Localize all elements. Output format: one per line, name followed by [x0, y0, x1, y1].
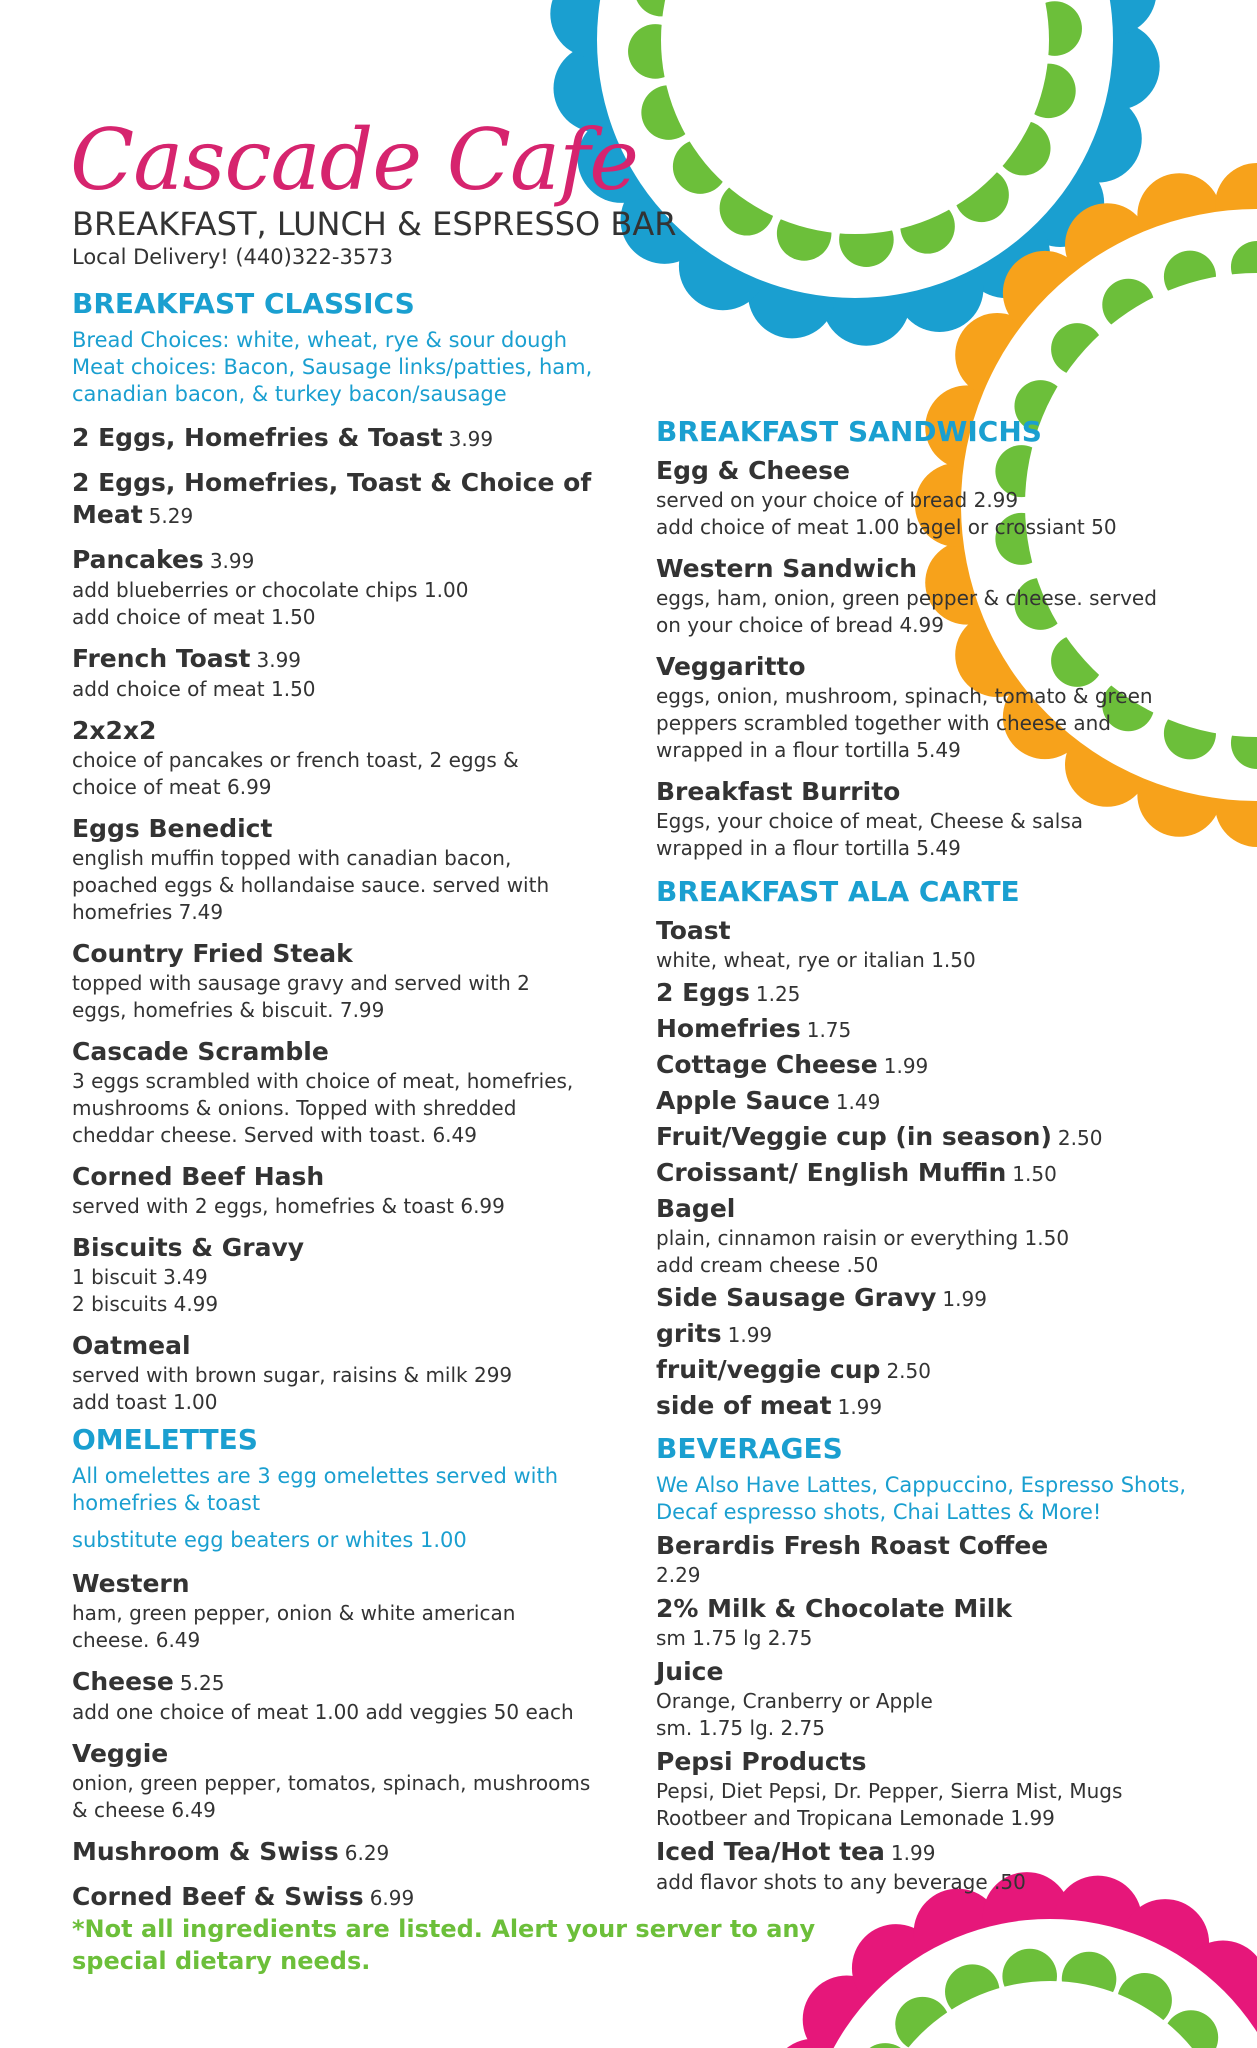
- item-price: 5.25: [179, 1671, 225, 1695]
- item-name: Country Fried Steak: [72, 939, 353, 968]
- menu-item: [72, 1568, 672, 1654]
- item-name-line: [72, 1666, 672, 1699]
- menu-item: [656, 1354, 1196, 1387]
- section-title: BEVERAGES: [656, 1432, 843, 1465]
- menu-item: [72, 1836, 672, 1869]
- item-name-line: [656, 651, 1196, 683]
- item-description: english muffin topped with canadian bacon,: [72, 846, 512, 870]
- item-description: 2.29: [656, 1563, 701, 1587]
- item-price: 1.99: [883, 1054, 929, 1078]
- item-name: Croissant/ English Muffin: [656, 1158, 1007, 1187]
- menu-item: [656, 1121, 1196, 1154]
- item-name: Mushroom & Swiss: [72, 1837, 339, 1866]
- note-line: All omelettes are 3 egg omelettes served with: [72, 1464, 559, 1488]
- item-description: cheddar cheese. Served with toast. 6.49: [72, 1123, 477, 1147]
- menu-item: [72, 643, 672, 703]
- item-name: Pancakes: [72, 545, 204, 574]
- item-name: Homefries: [656, 1014, 801, 1043]
- item-description: add cream cheese .50: [656, 1253, 879, 1277]
- section-notes-substitute: [72, 1527, 672, 1554]
- item-price: 1.99: [837, 1395, 883, 1419]
- section-title: BREAKFAST ALA CARTE: [656, 875, 1020, 908]
- item-description: add flavor shots to any beverage .50: [656, 1870, 1026, 1894]
- item-description: 2 biscuits 4.99: [72, 1292, 219, 1316]
- item-name: Oatmeal: [72, 1331, 191, 1360]
- item-name-line: [656, 1318, 1196, 1351]
- item-name-line: [656, 1354, 1196, 1387]
- item-name-line: [72, 1836, 672, 1869]
- menu-item: [72, 1161, 672, 1220]
- item-name: Corned Beef Hash: [72, 1162, 325, 1191]
- item-description: on your choice of bread 4.99: [656, 613, 944, 637]
- menu-item: [656, 553, 1196, 639]
- item-price: 2.50: [1057, 1126, 1103, 1150]
- section-title: BREAKFAST SANDWICHS: [656, 415, 1042, 448]
- item-description: cheese. 6.49: [72, 1628, 201, 1652]
- item-name: Pepsi Products: [656, 1747, 867, 1776]
- item-name-line: [72, 1568, 672, 1600]
- item-description: white, wheat, rye or italian 1.50: [656, 948, 976, 972]
- section-title: OMELETTES: [72, 1423, 258, 1456]
- note-line: homefries & toast: [72, 1491, 261, 1515]
- item-name-line: [656, 1157, 1196, 1190]
- item-list: [72, 422, 672, 1416]
- item-name-line: [72, 1232, 672, 1264]
- item-description: add toast 1.00: [72, 1390, 218, 1414]
- item-list: [656, 455, 1196, 862]
- item-name-line: [656, 1530, 1196, 1562]
- item-name-line: [656, 977, 1196, 1010]
- item-price: 6.99: [369, 1886, 415, 1910]
- item-name-line: [656, 1121, 1196, 1154]
- note-line: Bread Choices: white, wheat, rye & sour dough: [72, 328, 568, 352]
- item-description: choice of pancakes or french toast, 2 eggs &: [72, 748, 519, 772]
- item-description: served with brown sugar, raisins & milk 299: [72, 1363, 513, 1387]
- item-name-line: [72, 715, 672, 747]
- menu-item: [72, 1666, 672, 1726]
- left-column: [72, 286, 672, 1926]
- item-name-line: [656, 1282, 1196, 1315]
- menu-item: [72, 467, 672, 532]
- item-description: topped with sausage gravy and served with 2: [72, 971, 530, 995]
- item-name-line: [656, 1049, 1196, 1082]
- item-description: & cheese 6.49: [72, 1798, 216, 1822]
- item-description: eggs, onion, mushroom, spinach, tomato & green: [656, 684, 1153, 708]
- item-name-line: [656, 1013, 1196, 1046]
- item-description: homefries 7.49: [72, 900, 224, 924]
- item-description: add choice of meat 1.00 bagel or crossiant 50: [656, 515, 1117, 539]
- menu-item: [72, 544, 672, 631]
- item-description: served with 2 eggs, homefries & toast 6.99: [72, 1194, 505, 1218]
- menu-item: [72, 813, 672, 926]
- item-price: 6.29: [344, 1841, 390, 1865]
- menu-item: [656, 915, 1196, 974]
- item-name: 2 Eggs, Homefries, Toast & Choice of: [72, 468, 592, 497]
- note-line: We Also Have Lattes, Cappuccino, Espresso Shots,: [656, 1473, 1187, 1497]
- item-name: Veggie: [72, 1739, 169, 1768]
- item-name-line: [72, 467, 672, 532]
- item-price: 2.50: [886, 1359, 931, 1383]
- item-name-line: [72, 643, 672, 676]
- item-name-line: [656, 1746, 1196, 1778]
- item-name-line: [72, 1330, 672, 1362]
- item-name: Apple Sauce: [656, 1086, 830, 1115]
- breakfast-sandwiches-section: [656, 414, 1196, 862]
- section-notes: [72, 327, 672, 408]
- menu-item: [72, 938, 672, 1024]
- menu-item: [656, 455, 1196, 541]
- item-name-cont: Meat: [72, 500, 143, 529]
- item-name-line: [72, 813, 672, 845]
- dietary-footnote: *Not all ingredients are listed. Alert your server to any special dietary needs.: [72, 1915, 816, 1975]
- tagline: BREAKFAST, LUNCH & ESPRESSO BAR: [72, 205, 677, 243]
- menu-item: [656, 977, 1196, 1010]
- menu-item: [72, 1036, 672, 1149]
- item-name-line: [72, 1036, 672, 1068]
- item-price: 1.99: [890, 1841, 936, 1865]
- item-name: Veggaritto: [656, 652, 806, 681]
- item-description: Rootbeer and Tropicana Lemonade 1.99: [656, 1806, 1055, 1830]
- item-name: Egg & Cheese: [656, 456, 850, 485]
- item-price: 5.29: [148, 504, 194, 528]
- item-description: add blueberries or chocolate chips 1.00: [72, 578, 469, 602]
- item-price: 1.50: [1012, 1162, 1057, 1186]
- ala-carte-section: [656, 874, 1196, 1423]
- item-name: Cheese: [72, 1667, 174, 1696]
- item-description: served on your choice of bread 2.99: [656, 488, 1019, 512]
- menu-item: [656, 1593, 1196, 1652]
- delivery-phone: Local Delivery! (440)322-3573: [72, 245, 393, 269]
- item-description: eggs, homefries & biscuit. 7.99: [72, 998, 385, 1022]
- item-description: ham, green pepper, onion & white american: [72, 1601, 516, 1625]
- menu-item: [656, 1157, 1196, 1190]
- menu-item: [656, 1282, 1196, 1315]
- item-name-line: [72, 1738, 672, 1770]
- item-name: Berardis Fresh Roast Coffee: [656, 1531, 1049, 1560]
- item-price: 1.49: [835, 1090, 881, 1114]
- item-price: 3.99: [448, 427, 494, 451]
- item-price: 1.25: [755, 982, 801, 1006]
- item-name-line: [72, 1161, 672, 1193]
- item-name-line: [656, 915, 1196, 947]
- item-name: Cascade Scramble: [72, 1037, 329, 1066]
- item-name: Side Sausage Gravy: [656, 1283, 937, 1312]
- item-description: add choice of meat 1.50: [72, 605, 316, 629]
- beverages-section: [656, 1431, 1196, 1896]
- item-name: Iced Tea/Hot tea: [656, 1837, 885, 1866]
- item-name-line: [72, 938, 672, 970]
- item-description: plain, cinnamon raisin or everything 1.50: [656, 1226, 1070, 1250]
- item-name-line: [656, 1390, 1196, 1423]
- item-price: 3.99: [209, 549, 255, 573]
- item-name-line: [656, 1193, 1196, 1225]
- item-description: sm 1.75 lg 2.75: [656, 1626, 813, 1650]
- menu-item: [72, 1330, 672, 1416]
- item-name-line: [656, 1593, 1196, 1625]
- note-line: canadian bacon, & turkey bacon/sausage: [72, 382, 507, 406]
- note-line: substitute egg beaters or whites 1.00: [72, 1528, 467, 1552]
- item-name: French Toast: [72, 644, 251, 673]
- item-description: 1 biscuit 3.49: [72, 1265, 208, 1289]
- right-column: [656, 414, 1196, 1900]
- menu-item: [72, 715, 672, 801]
- item-name: Western: [72, 1569, 190, 1598]
- item-name-line: [656, 455, 1196, 487]
- item-name-line: [72, 1881, 672, 1914]
- item-description: onion, green pepper, tomatos, spinach, mushrooms: [72, 1771, 591, 1795]
- item-name: 2x2x2: [72, 716, 157, 745]
- section-title: BREAKFAST CLASSICS: [72, 287, 415, 320]
- item-name: Toast: [656, 916, 731, 945]
- item-name: Breakfast Burrito: [656, 777, 901, 806]
- menu-item: [656, 1049, 1196, 1082]
- item-list: [656, 1530, 1196, 1896]
- item-name: fruit/veggie cup: [656, 1355, 881, 1384]
- item-name: Fruit/Veggie cup (in season): [656, 1122, 1052, 1151]
- item-name-line: [656, 1656, 1196, 1688]
- item-description: Eggs, your choice of meat, Cheese & salsa: [656, 809, 1084, 833]
- item-name-line: [656, 1836, 1196, 1869]
- menu-item: [656, 1656, 1196, 1742]
- section-notes: [72, 1463, 672, 1517]
- item-description: Pepsi, Diet Pepsi, Dr. Pepper, Sierra Mist, Mugs: [656, 1779, 1123, 1803]
- item-name-line: [72, 422, 672, 455]
- menu-item: [656, 1193, 1196, 1279]
- item-price: 1.99: [942, 1287, 987, 1311]
- item-description: 3 eggs scrambled with choice of meat, homefries,: [72, 1069, 574, 1093]
- item-description: choice of meat 6.99: [72, 775, 272, 799]
- omelettes-section: [72, 1422, 672, 1914]
- item-description: peppers scrambled together with cheese and: [656, 711, 1111, 735]
- item-name: grits: [656, 1319, 722, 1348]
- item-name: Juice: [656, 1657, 724, 1686]
- item-description: add one choice of meat 1.00 add veggies 50 each: [72, 1700, 574, 1724]
- menu-item: [656, 1013, 1196, 1046]
- menu-item: [656, 776, 1196, 862]
- menu-item: [656, 1318, 1196, 1351]
- item-name-line: [656, 1085, 1196, 1118]
- item-name: Western Sandwich: [656, 554, 918, 583]
- item-description: wrapped in a flour tortilla 5.49: [656, 836, 961, 860]
- item-name: Bagel: [656, 1194, 736, 1223]
- note-line: Meat choices: Bacon, Sausage links/patties, ham,: [72, 355, 593, 379]
- item-name-line: [72, 544, 672, 577]
- menu-item: [656, 651, 1196, 764]
- menu-item: [72, 1738, 672, 1824]
- item-name: side of meat: [656, 1391, 832, 1420]
- item-description: sm. 1.75 lg. 2.75: [656, 1716, 826, 1740]
- item-name: Biscuits & Gravy: [72, 1233, 305, 1262]
- item-name-line: [656, 553, 1196, 585]
- menu-item: [656, 1085, 1196, 1118]
- menu-item: [72, 422, 672, 455]
- note-line: Decaf espresso shots, Chai Lattes & More!: [656, 1500, 1102, 1524]
- menu-item: [656, 1746, 1196, 1832]
- item-name: Cottage Cheese: [656, 1050, 878, 1079]
- item-name: 2% Milk & Chocolate Milk: [656, 1594, 1013, 1623]
- item-description: Orange, Cranberry or Apple: [656, 1689, 933, 1713]
- menu-item: [72, 1232, 672, 1318]
- item-name-line: [656, 776, 1196, 808]
- item-price: 1.99: [727, 1323, 773, 1347]
- item-name: 2 Eggs, Homefries & Toast: [72, 423, 443, 452]
- menu-item: [656, 1390, 1196, 1423]
- item-name: Corned Beef & Swiss: [72, 1882, 364, 1911]
- brand-logo: Cascade Cafe: [70, 111, 638, 209]
- menu-item: [656, 1836, 1196, 1896]
- item-price: 1.75: [806, 1018, 852, 1042]
- item-description: eggs, ham, onion, green pepper & cheese. served: [656, 586, 1157, 610]
- item-list: [72, 1568, 672, 1914]
- item-price: 3.99: [256, 648, 302, 672]
- menu-item: [656, 1530, 1196, 1589]
- menu-item: [72, 1881, 672, 1914]
- item-description: mushrooms & onions. Topped with shredded: [72, 1096, 517, 1120]
- breakfast-classics-section: [72, 286, 672, 1416]
- item-list: [656, 915, 1196, 1423]
- item-description: wrapped in a flour tortilla 5.49: [656, 738, 961, 762]
- item-name: 2 Eggs: [656, 978, 750, 1007]
- section-notes: [656, 1472, 1196, 1526]
- item-name: Eggs Benedict: [72, 814, 273, 843]
- item-description: poached eggs & hollandaise sauce. served with: [72, 873, 550, 897]
- item-description: add choice of meat 1.50: [72, 677, 316, 701]
